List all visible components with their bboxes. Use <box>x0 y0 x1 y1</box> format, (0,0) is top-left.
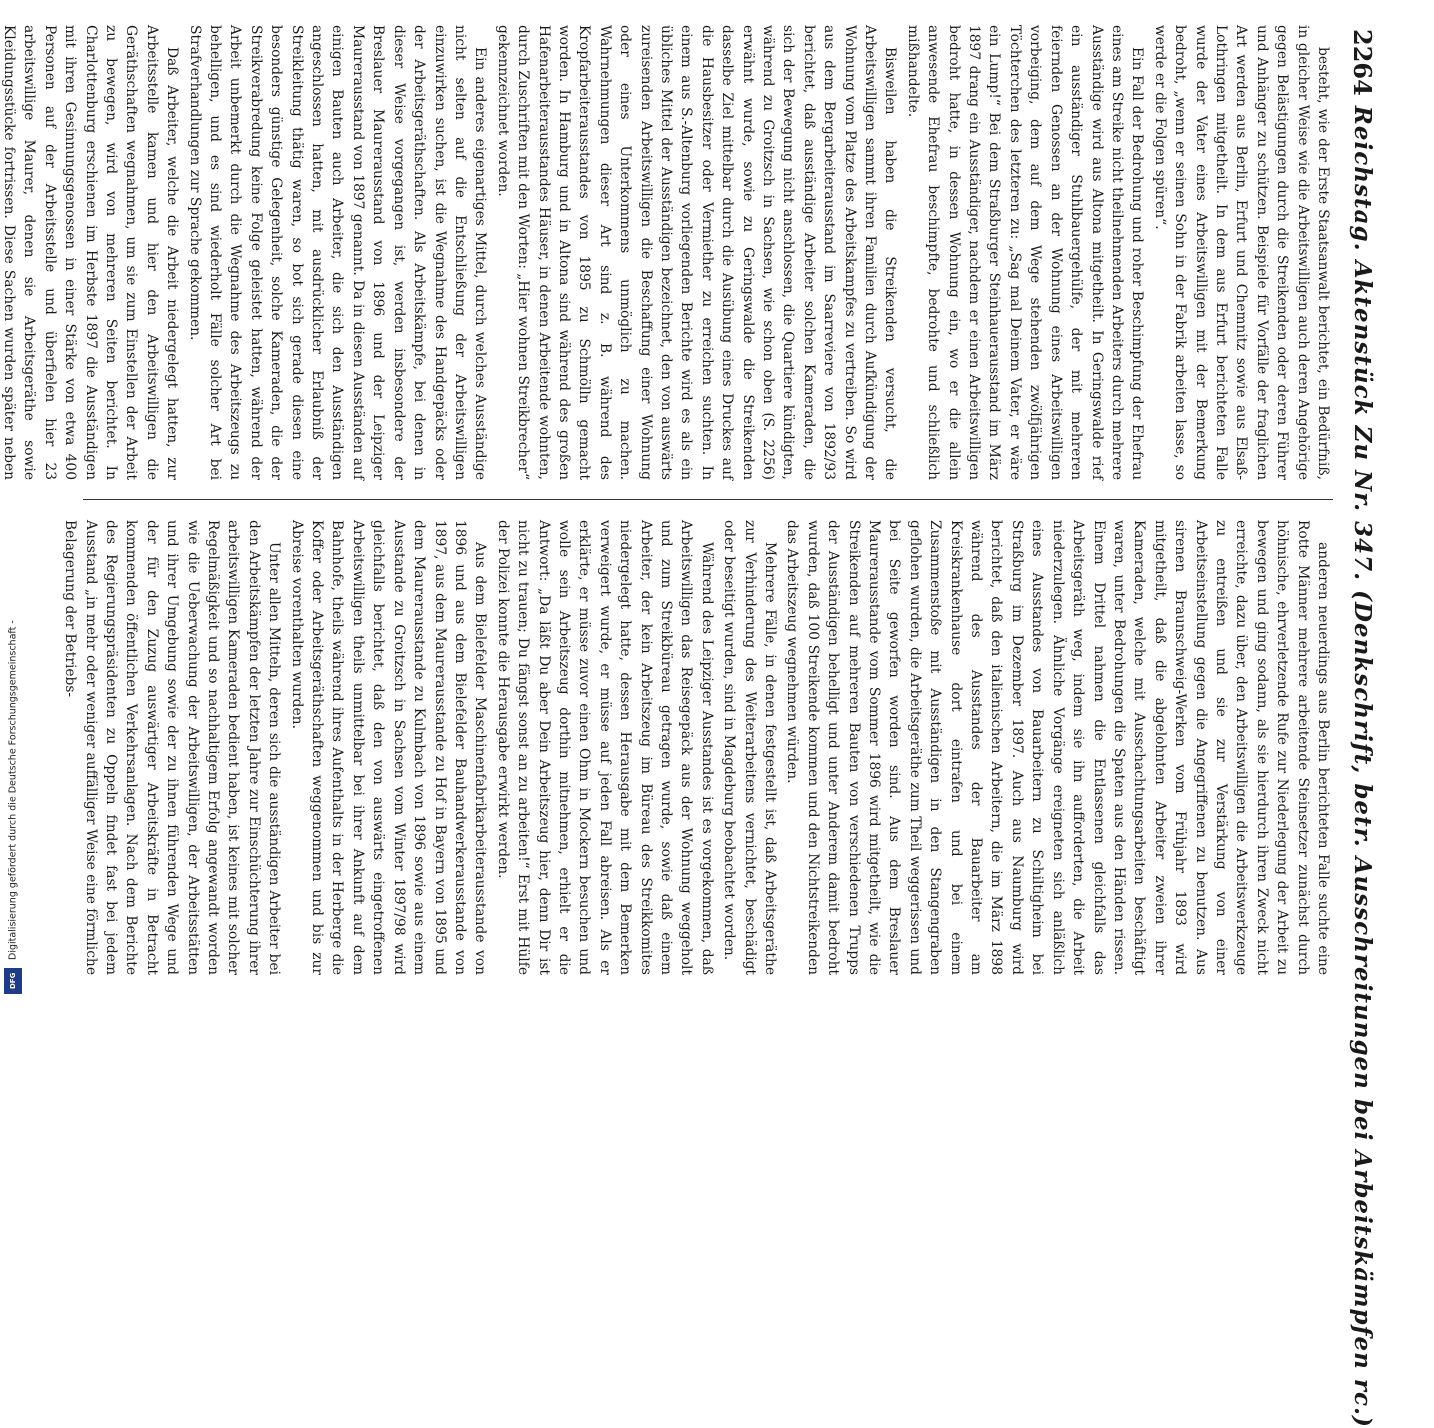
left-column <box>1 25 1333 480</box>
paragraph: Unter allen Mitteln, deren sich die ausständigen Arbeiter bei den Arbeitskämpfen der letzten Jahre zur Einschüchterung ihrer arbeitswilligen Kameraden bedient haben, ist keines mit solcher Regelmäßigkeit und so nachhaltigem Erfolg angewandt worden wie die Ueberwachung der Arbeitswilligen, der Arbeitsstätten und ihrer Umgebung sowie der zu ihnen führenden Wege und der für den Zuzug auswärtiger Arbeitskräfte in Betracht kommenden öffentlichen Verkehrsanlagen. Nach dem Berichte des Regierungspräsidenten zu Oppeln findet fast bei jedem Ausstand „in mehr oder weniger auffälliger Weise eine förmliche Belagerung der Betriebs- <box>62 520 283 975</box>
page-number: 2264 <box>1348 29 1378 96</box>
paragraph: besteht, wie der Erste Staatsanwalt berichtet, ein Bedürfniß, in gleicher Weise wie die Arbeitswilligen auch deren Angehörige gegen Belästigungen durch die Streikenden oder deren Führer und Anhänger zu schützen. Beispiele für Vorfälle der fraglichen Art werden aus Berlin, Erfurt und Chemnitz sowie aus Elsaß-Lothringen mitgetheilt. In dem aus Erfurt berichteten Falle wurde der Vater eines Arbeitswilligen mit der Bemerkung bedroht, „wenn er seinen Sohn in der Fabrik arbeiten lasse, so werde er die Folgen spüren“. <box>1151 25 1331 480</box>
paragraph: Ein anderes eigenartiges Mittel, durch welches Ausständige nicht selten auf die Entschließung der Arbeitswilligen einzuwirken suchen, ist die Wegnahme des Handgepäcks oder der Arbeitsgeräthschaften. Als Arbeitskämpfe, bei denen in dieser Weise vorgegangen ist, werden insbesondere der Breslauer Maurerausstand von 1896 und der Leipziger Maurerausstand von 1897 genannt. Da in diesen Ausständen auf einigen Bauten auch Arbeiter, die sich den Ausständigen angeschlossen hatten, mit ausdrücklicher Erlaubniß der Streikleitung thätig waren, so bot sich gerade diesen eine besonders günstige Gelegenheit, solche Kameraden, die der Streikverabredung keine Folge geleistet hatten, während der Arbeit unbemerkt durch die Wegnahme des Arbeitszeugs zu behelligen, und es sind wiederholt Fälle solcher Art bei Strafverhandlungen zur Sprache gekommen. <box>186 25 489 480</box>
digitization-credit: Digitalisierung gefördert durch die Deutsche Forschungsgemeinschaft - <box>7 620 19 960</box>
paragraph: Ein Fall der Bedrohung und roher Beschimpfung der Ehefrau eines am Streike nicht theilnehmenden Arbeiters durch mehrere Ausständige wird aus Altona mitgetheilt. In Geringswalde rief ein ausständiger Stuhlbauergehülfe, der mit mehreren feiernden Genossen an der Wohnung eines Arbeitswilligen vorbeiging, dem auf dem Wege stehenden zwölfjährigen Töchterchen des letzteren zu: „Sag mal Deinem Vater, er wäre ein Lump!“ Bei dem Straßburger Steinhauerausstand im März 1897 drang ein Ausständiger, nachdem er einen Arbeitswilligen bedroht hatte, in dessen Wohnung ein, wo er die allein anwesende Ehefrau beschimpfte, bedrohte und schließlich mißhandelte. <box>904 25 1146 480</box>
right-column <box>62 520 1333 975</box>
paragraph: Bisweilen haben die Streikenden versucht, die Arbeitswilligen sammt ihren Familien durch Aufkündigung der Wohnung vom Platze des Arbeitskampfes zu vertreiben. So wird aus dem Bergarbeiterausstand im Saarreviere von 1892/93 berichtet, daß ausständige Arbeiter solchen Kameraden, die sich der Bewegung nicht anschlossen, die Quartiere kündigten, während zu Groitzsch in Sachsen, wie schon oben (S. 2256) erwähnt wurde, sowie zu Geringswalde die Streikenden dasselbe Ziel mittelbar durch die Ausübung eines Druckes auf die Hausbesitzer oder Vermiether zu erreichen suchten. In einem aus S.-Altenburg vorliegenden Berichte wird es als ein übliches Mittel der Ausständigen bezeichnet, den von auswärts zureisenden Arbeitswilligen die Beschaffung einer Wohnung oder eines Unterkommens unmöglich zu machen. Wahrnehmungen dieser Art sind z. B. während des Kropfarbeiterausstandes von 1895 zu Schmölln gemacht worden. In Hamburg und in Altona sind während des großen Hafenarbeiterausstandes Häuser, in denen Arbeitende wohnten, durch Zuschriften mit den Worten: „Hier wohnen Streikbrecher“ gekennzeichnet worden. <box>494 25 899 480</box>
paragraph: Mehrere Fälle, in denen festgestellt ist, daß Arbeitsgeräthe zur Verhinderung des Weiterarbeitens vernichtet, beschädigt oder beseitigt wurden, sind in Magdeburg beobachtet worden. <box>721 520 779 975</box>
paragraph: Aus dem Bielefelder Maschinenfabrikarbeiterausstande von 1896 und aus dem Bielefelder Bauhandwerkerausstande von 1897, aus dem Maurerausstande zu Hof in Bayern von 1895 und dem Maurerausstande zu Kulmbach von 1896 sowie aus einem Ausstande zu Groitzsch in Sachsen vom Winter 1897/98 wird gleichfalls berichtet, daß den von auswärts eingetroffenen Arbeitswilligen theils unmittelbar bei ihrer Ankunft auf dem Bahnhofe, theils während ihres Aufenthalts in der Herberge die Koffer oder Arbeitsgeräthschaften weggenommen und bis zur Abreise vorenthalten wurden. <box>288 520 489 975</box>
column-divider <box>83 499 1333 500</box>
dfg-logo: DFG <box>4 968 22 994</box>
page-title: Reichstag. Aktenstück Zu Nr. 347. (Denkschrift, betr. Ausschreitungen bei Arbeitskämpfen rc.) <box>1349 105 1377 1428</box>
paragraph: anderen neuerdings aus Berlin berichteten Falle suchte eine Rotte Männer mehrere arbeitende Steinsetzer zunächst durch höhnische, ehrverletzende Rufe zur Niederlegung der Arbeit zu bewegen und ging sodann, als sie hierdurch ihren Zweck nicht erreichte, dazu über, den Arbeitswilligen die Arbeitswerkzeuge zu entreißen und sie zur Verstärkung von einer Arbeitseinstellung gegen die Angegriffenen zu benutzen. Aus sirenen Braunschweig-Werken vom Frühjahr 1893 wird mitgetheilt, daß die abgelohnten Arbeiter zweien ihrer Kameraden, welche mit Ausschachtungsarbeiten beschäftigt waren, unter Bedrohungen die Spaten aus den Händen rissen. Einem Drittel nahmen die Entlassenen gleichfalls das Arbeitsgeräth weg, indem sie ihn aufforderten, die Arbeit niederzulegen. Ähnliche Vorgänge ereigneten sich anläßlich eines Ausstandes von Bauarbeitern zu Schiltigheim bei Straßburg im Dezember 1897. Auch aus Naumburg wird berichtet, daß den italienischen Arbeitern, die im März 1898 während des Ausstandes der Bauarbeiter am Kreiskrankenhause dort eintrafen und bei einem Zusammenstoße mit Ausständigen in den Stangengraben geflohen wurden, die Arbeitsgeräthe zum Theil weggerissen und bei Seite geworfen worden sind. Aus dem Breslauer Maurerausstande vom Sommer 1896 wird mitgetheilt, wie die Streikenden auf mehreren Bauten von verschiedenen Trupps der Ausständigen behelligt und unter Anderem damit bedroht wurden, daß 100 Streikende kommen und den Nichtstreikenden das Arbeitszeug wegnehmen würden. <box>784 520 1331 975</box>
paragraph: Während des Leipziger Ausstandes ist es vorgekommen, daß Arbeitswilligen das Reisegepäck aus der Wohnung weggeholt und zum Streikbüreau getragen wurde, sowie daß einem Arbeiter, der kein Arbeitszeug im Büreau des Streikkomites niedergelegt hatte, dessen Herausgabe mit dem Bemerken verweigert wurde, er müsse auf jeden Fall abreisen. Als er erklärte, er müsse zuvor einen Ohm in Mockern besuchen und wolle sein Arbeitszeug dorthin mitnehmen, erhielt er die Antwort: „Da läßt Du aber Dein Arbeitszeug hier, denn Dir ist nicht zu trauen; Du fängst sonst an zu arbeiten!“ Erst mit Hülfe der Polizei konnte die Herausgabe erwirkt werden. <box>494 520 715 975</box>
page-header <box>1341 25 1385 1428</box>
paragraph: Daß Arbeiter, welche die Arbeit niedergelegt hatten, zur Arbeitsstelle kamen und hier den Arbeitswilligen die Geräthschaften wegnahmen, um sie zum Einstellen der Arbeit zu bewegen, wird von mehreren Seiten berichtet. In Charlottenburg erschienen im Herbste 1897 die Ausständigen mit ihren Gesinnungsgenossen in einer Stärke von etwa 400 Personen auf der Arbeitsstelle und überfielen hier 23 arbeitswillige Maurer, denen sie Arbeitsgeräthe sowie Kleidungsstücke fortrissen. Diese Sachen wurden später neben <box>1 25 181 480</box>
